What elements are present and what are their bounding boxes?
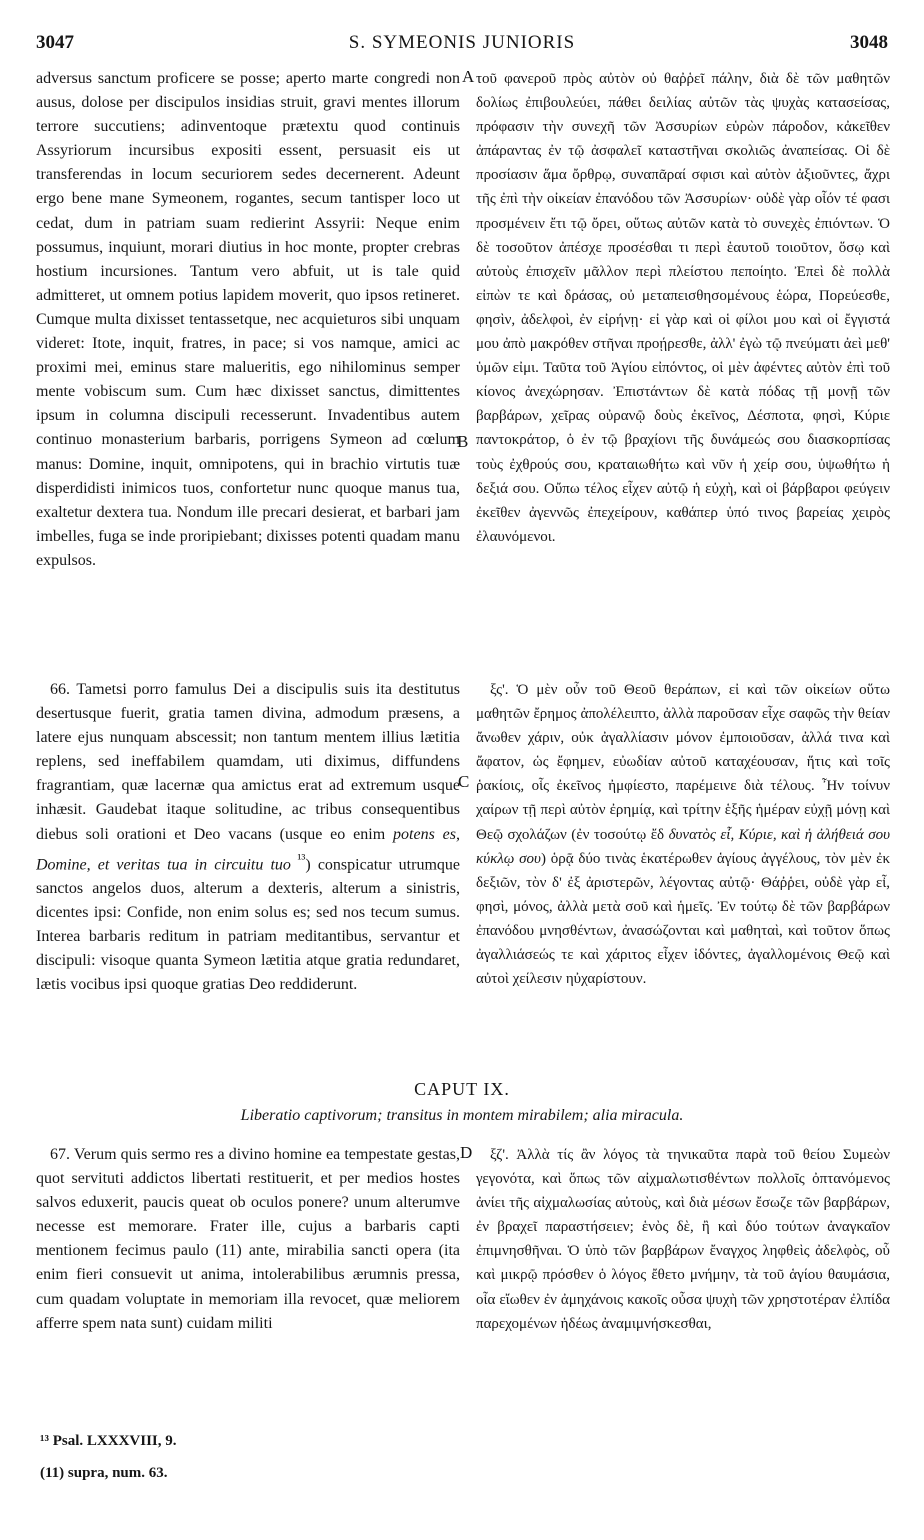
greek-column-block-1 <box>476 67 890 670</box>
greek-psalm-quote: δυνατὸς εἶ, Κύριε, καὶ ἡ ἀλήθειά σου κύκλῳ σου <box>476 826 890 867</box>
section-marker-b: B <box>457 432 469 451</box>
section-marker-c: C <box>458 772 470 791</box>
latin-column-block-2 <box>36 678 460 1068</box>
greek-column-block-2 <box>476 678 890 1068</box>
latin-paragraph-66: 66. Tametsi porro famulus Dei a discipulis suis ita destitutus desertusque fuerit, gratia tamen divina, admodum præsens, a latere ejus nunquam abscessit; non tantum mentem illius lætitia replens, sed ineffabilem quamdam, uti diximus, diffundens fragrantiam, quæ lacernæ qua amictus erat ad extremum usque inhæsit. Gaudebat itaque solitudine, ac tribus consequentibus diebus soli orationi et Deo vacans (usque eo enim potens es, Domine, et veritas tua in circuitu tuo $^{^{13}}$) conspicatur utrumque sanctos angelos duos, alterum a dexteris, alterum a sinistris, dicentes ipsi: Confide, non enim solus es; sed nos tecum sumus. Interea barbaris reditum in patriam meditantibus, servantur et discipuli: visoque quanta Symeon lætitia atque gratia redundaret, lætis vocibus ipsi quoque gratias Deo reddiderunt. <box>36 681 460 994</box>
section-marker-d: D <box>460 1143 473 1162</box>
greek-column-block-3 <box>476 1143 890 1413</box>
footnotes <box>40 1425 177 1489</box>
chapter-subtitle: Liberatio captivorum; transitus in montem mirabilem; alia miracula. <box>240 1107 684 1124</box>
right-page-number: 3048 <box>850 32 888 53</box>
left-page-number: 3047 <box>36 32 74 53</box>
greek-paragraph-65: τοῦ φανεροῦ πρὸς αὐτὸν οὐ θαῤῥεῖ πάλην, διὰ δὲ τῶν μαθητῶν δολίως ἐπιβουλεύει, πάθει δειλίας αὐτῶν τὰς ψυχὰς κατασείσας, πρόφασιν τὴν συνεχῆ τῶν Ἀσσυρίων εὑρὼν πάροδον, κἀκεῖθεν ἀπάραντας ἐν τῷ ἀσφαλεῖ καταστῆναι σκολιῶς ἀναπείσας. Οἱ δὲ προσίασιν ἅμα ὄρθρῳ, συναπᾶραί σφισι καὶ αὐτὸν ἀξιοῦντες, ἄχρι τῆς ἐπὶ τὴν οἰκείαν ἐπανόδου τῶν Ἀσσυρίων· οὐδὲ γὰρ οἷόν τέ φασι προσμένειν ἔτι τῷ ὄρει, οὕτως αὐτῶν κατὰ τὸ συνεχὲς ἐπιόντων. Ὁ δὲ τοσοῦτον ἀπέσχε προσέσθαι τι περὶ ἑαυτοῦ τοιοῦτον, ὅσῳ καὶ αὐτοὺς ἐπισχεῖν μᾶλλον περὶ πλείστου πεποίηto. Ἐπεὶ δὲ πολλὰ εἰπὼν τε καὶ δράσας, οὐ μεταπεισθησομένους ἑώρα, Πορεύεσθε, φησὶν, ἀδελφοὶ, ἐν εἰρήνῃ· εἰ γὰρ καὶ οἱ φίλοι μου καὶ οἱ ἔγγιστά μου ἀπὸ μακρόθεν στῆναι προῄρεσθε, ἀλλ' ἐγὼ τῷ πνεύματι ἀεὶ μεθ' ὑμῶν εἰμι. Ταῦτα τοῦ Ἁγίου εἰπόντος, οἱ μὲν ἀφέντες αὐτὸν ἐπὶ τοῦ κίονος ἀνεχώρησαν. Ἐπιστάντων δὲ κατὰ πόδας τῇ μονῇ τῶν βαρβάρων, χεῖρας οὐρανῷ δοὺς ἐκεῖνος, Δέσποτα, φησὶ, Κύριε παντοκράτορ, ὁ ἐν τῷ βραχίονι τῆς δυνάμεώς σου διασκορπίσας τοὺς ἐχθρούς σου, κραταιωθήτω καὶ νῦν ἡ χείρ σου, ὑψωθήτω ἡ δεξιά σου. Οὔπω τέλος εἶχεν αὐτῷ ἡ εὐχὴ, καὶ οἱ βάρβαροι φεύγειν ἐκεῖθεν ἀγεννῶς ἐπεχείρουν, καθάπερ ὑπό τινος βαρείας χειρὸς ἐλαυνόμενοι. <box>476 71 890 545</box>
greek-paragraph-67: ξζ'. Ἀλλὰ τίς ἂν λόγος τὰ τηνικαῦτα παρὰ τοῦ θείου Συμεὼν γεγονότα, καὶ ὅπως τῶν αἰχμαλωτισθέντων πολλοῖς ὀπτανόμενος ἀνίει τῆς αἰχμαλωσίας αὐτοὺς, καὶ διὰ μέσων ἔσωζε τῶν βαρβάρων, ἐν βραχεῖ παραστήσειεν; ἑνὸς δὲ, ἢ καὶ δύο τούτων ἀναγκαῖον ἐπιμνησθῆναι. Ὁ ὑπὸ τῶν βαρβάρων ἔναγχος ληφθεὶς ἀδελφὸς, οὗ καὶ μικρῷ πρόσθεν ὁ λόγος ἔθετο μνήμην, τὰ τοῦ ἁγίου θαυμάσια, οἷα εἴωθεν ἐν ἀμηχάνοις κακοῖς οὖσα ψυχὴ τῶν χρηστοτέραν ἐλπίδα παρεχομένων ἡδέως ἀναμιμνήσκεσθαι, <box>476 1147 890 1332</box>
latin-psalm-quote: potens es, Domine, et veritas tua in circuitu tuo <box>36 825 460 873</box>
latin-column-block-3 <box>36 1143 460 1413</box>
running-title: S. SYMEONIS JUNIORIS <box>348 32 576 53</box>
footnote-13: ¹³ Psal. LXXXVIII, 9. <box>40 1433 177 1449</box>
footnote-11: (11) supra, num. 63. <box>40 1465 168 1481</box>
greek-paragraph-66: ξς'. Ὁ μὲν οὖν τοῦ Θεοῦ θεράπων, εἰ καὶ τῶν οἰκείων οὕτω μαθητῶν ἔρημος ἀπολέλειπτο, ἀλλὰ παροῦσαν εἶχε σαφῶς τὴν θείαν ἄνωθεν χάριν, οὐκ ἀγαλλίασιν μόνον ἐμποιοῦσαν, ἀλλά τινα καὶ ἄφατον, ὡς ἔφημεν, εὐωδίαν αὐτοῦ καταχέουσαν, ἥτις καὶ τοῖς ῥακίοις, οἷς ἐκεῖνος ἠμφίεστο, παρέμεινε διὰ τέλους. Ἦν τοίνυν χαίρων τῇ περὶ αὐτὸν ἐρημίᾳ, καὶ τρίτην ἑξῆς ἡμέραν εὐχῇ μόνῃ καὶ Θεῷ σχολάζων (ἐν τοσούτῳ ἔδ δυνατὸς εἶ, Κύριε, καὶ ἡ ἀλήθειά σου κύκλῳ σου) ὁρᾷ δύο τινὰς ἑκατέρωθεν ἁγίους ἀγγέλους, τὸν μὲν ἐκ δεξιῶν, τὸν δ' ἐξ ἀριστερῶν, λέγοντας αὐτῷ· Θάῤῥει, οὐδὲ γὰρ εἶ, φησὶ, μόνος, ἀλλὰ μετὰ σοῦ καὶ ἡμεῖς. Ἐν τούτῳ δὲ τῶν βαρβάρων ἐπανόδου μνησθέντων, ἀνασώζονται καὶ μαθηταὶ, καὶ τοῦτον ὅπως ἀγαλλιάσεώς τε καὶ χάριτος εἶχεν ἰδόντες, ἀγαλλομένοις Θεῷ καὶ αὐτοὶ χείλεσιν ηὐχαρίστουν. <box>476 682 890 988</box>
latin-paragraph-67: 67. Verum quis sermo res a divino homine ea tempestate gestas, quot servituti addictos libertati restituerit, et per medios hostes salvos eduxerit, paucis queat ob oculos ponere? unum alterumve necesse est memorare. Frater ille, cujus a barbaris capti mentionem fecimus paulo (11) ante, mirabilia sancti opera (ita enim fieri consuevit ut anima, intolerabilibus ærumnis pressa, cum quadam voluptate in memoriam illa revocet, quæ meliorem afferre spem nata sunt) cuidam militi <box>36 1146 460 1332</box>
latin-paragraph-65: adversus sanctum proficere se posse; aperto marte congredi non ausus, dolose per discipulos insidias struit, gravi mentes illorum terrore succutiens; adinventoque prætextu quod continuis Assyriorum incursibus expositi essent, persuasit eis ut transferendas in locum securiorem sedes decernerent. Adeunt ergo bene mane Symeonem, rogantes, secum tantisper loco ut cedat, dum in patriam suam redierint Assyrii: Neque enim possumus, inquiunt, morari diutius in hoc monte, propter crebras hostium incursiones. Tantum vero abfuit, ut is tale quid admitteret, ut omnem potius lapidem moverit, quo ipsos retineret. Cumque multa dixisset tentassetque, nec acquieturos sibi unquam videret: Itote, inquit, fratres, in pace; si vos namque, amici ac proximi mei, eminus stare malueritis, ego nihilominus semper mente vobiscum sum. Cum hæc dixisset sanctus, dimittentes ipsum in columna discipuli recesserunt. Invadentibus autem continuo monasterium barbaris, porrigens Symeon ad cœlum manus: Domine, inquit, omnipotens, qui in brachio virtutis tuæ disperdidisti inimicos tuos, confortetur nunc quoque manus tua, exaltetur dextera tua. Nondum ille precari desierat, et barbari jam imbelles, fuga se inde proripiebant; dixisses potenti quadam manu expulsos. <box>36 70 460 569</box>
page-header <box>36 32 888 60</box>
section-marker-a: A <box>462 67 475 86</box>
chapter-heading: CAPUT IX. <box>414 1079 510 1099</box>
footnote-ref-13: ¹³ <box>290 850 306 866</box>
latin-column-block-1 <box>36 67 460 670</box>
